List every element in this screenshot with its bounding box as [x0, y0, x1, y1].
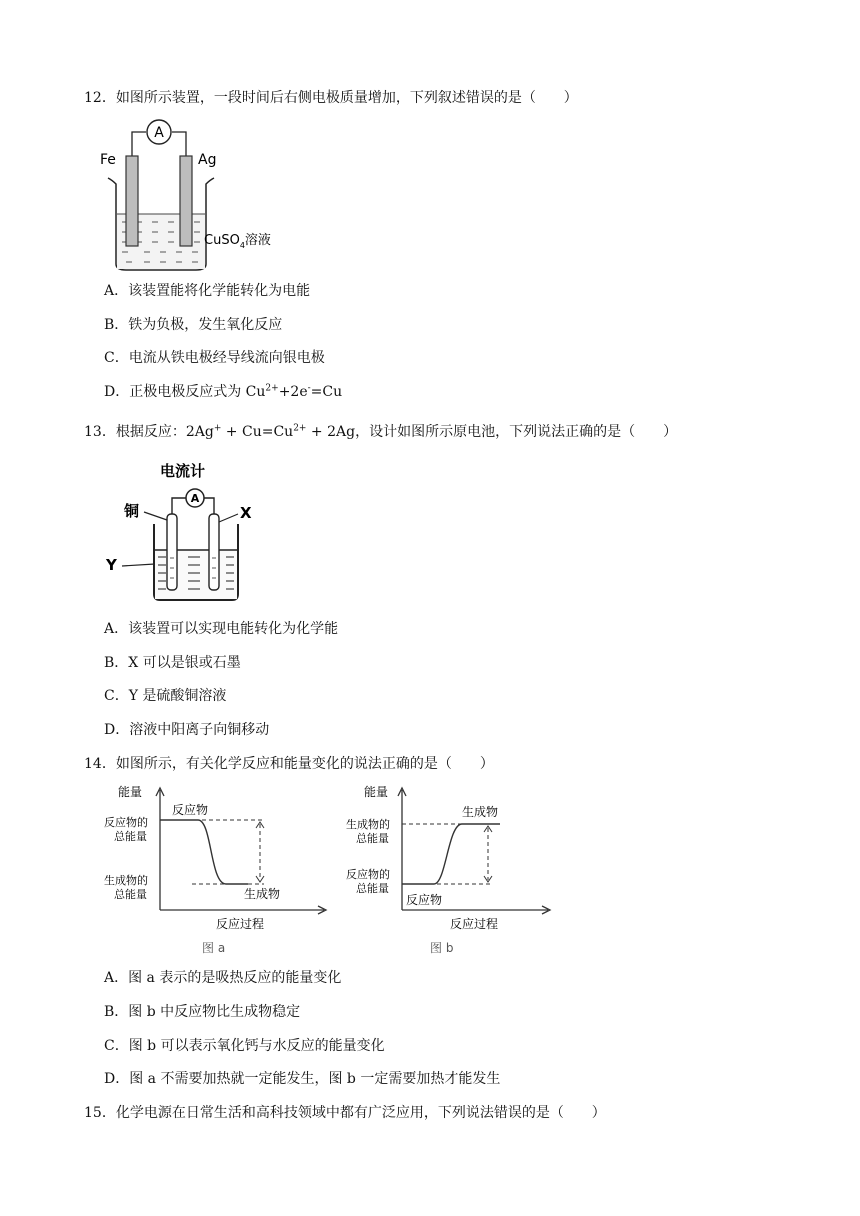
q14b-end-label: 生成物 — [462, 805, 499, 819]
x-electrode — [209, 514, 219, 590]
q14-option-d: D．图 a 不需要加热就一定能发生，图 b 一定需要加热才能发生 — [104, 1071, 501, 1087]
q13-meter-label: A — [190, 492, 200, 505]
q13-option-c: C．Y 是硫酸铜溶液 — [104, 688, 227, 704]
q12-galvanic-cell-figure — [96, 116, 296, 276]
q12-option-c: C．电流从铁电极经导线流向银电极 — [104, 350, 325, 366]
q14a-caption: 图 a — [202, 941, 226, 955]
q14-option-c: C．图 b 可以表示氧化钙与水反应的能量变化 — [104, 1038, 385, 1054]
q14b-top-left-1: 生成物的 — [346, 818, 390, 831]
q14b-bottom-left-1: 反应物的 — [346, 868, 390, 881]
q14-option-b: B．图 b 中反应物比生成物稳定 — [104, 1004, 301, 1020]
q14a-x-axis-label: 反应过程 — [216, 917, 265, 931]
q14a-end-label: 生成物 — [244, 887, 281, 901]
q12-left-electrode-label: Fe — [100, 152, 116, 168]
q14b-x-axis-label: 反应过程 — [450, 917, 499, 931]
q15-stem: 15．化学电源在日常生活和高科技领域中都有广泛应用，下列说法错误的是（ ） — [84, 1105, 606, 1121]
ag-electrode — [180, 156, 192, 246]
q14b-bottom-left-2: 总能量 — [356, 882, 389, 895]
q14b-energy-curve — [402, 824, 500, 884]
q14a-bottom-left-1: 生成物的 — [104, 874, 148, 887]
q13-left-label: 铜 — [124, 502, 140, 520]
q14a-top-left-1: 反应物的 — [104, 816, 148, 829]
q12-meter-label: A — [154, 125, 164, 141]
q14-energy-diagram-a — [100, 782, 330, 960]
q13-option-a: A．该装置可以实现电能转化为化学能 — [104, 621, 339, 637]
q12-option-a: A．该装置能将化学能转化为电能 — [104, 283, 311, 299]
q13-galvanic-cell-figure — [100, 458, 270, 608]
q13-option-b: B．X 可以是银或石墨 — [104, 655, 241, 671]
q14-energy-diagram-b — [342, 782, 572, 960]
q14b-start-label: 反应物 — [406, 893, 443, 907]
q14b-top-left-2: 总能量 — [356, 832, 389, 845]
q13-equation: $2Ag^+ + Cu=Cu^{2+} + 2Ag$ — [185, 423, 356, 440]
q14b-caption: 图 b — [430, 941, 454, 955]
q14a-y-axis-label: 能量 — [118, 785, 143, 799]
q12-stem: 12．如图所示装置，一段时间后右侧电极质量增加，下列叙述错误的是（ ） — [84, 90, 578, 106]
copper-electrode — [167, 514, 177, 590]
q12-solution-label: CuSO$_4$溶液 — [204, 233, 271, 250]
q14a-energy-curve — [160, 820, 248, 884]
q12-option-d: D．正极电极反应式为 $Cu^{2+}+2e^-=Cu$ — [104, 383, 343, 400]
q12-option-b: B．铁为负极，发生氧化反应 — [104, 317, 283, 333]
q14-option-a: A．图 a 表示的是吸热反应的能量变化 — [104, 970, 342, 986]
q13-meter-title: 电流计 — [160, 462, 206, 480]
q12-right-electrode-label: Ag — [198, 152, 217, 168]
q14a-start-label: 反应物 — [172, 803, 209, 817]
fe-electrode — [126, 156, 138, 246]
q14a-top-left-2: 总能量 — [114, 830, 147, 843]
q13-stem: 13．根据反应：$2Ag^+ + Cu=Cu^{2+} + 2Ag$，设计如图所示原电池，下列说法正确的是（ ） — [84, 423, 678, 440]
q14-stem: 14．如图所示，有关化学反应和能量变化的说法正确的是（ ） — [84, 756, 494, 772]
q13-right-label: X — [240, 504, 252, 522]
q14a-bottom-left-2: 总能量 — [114, 888, 147, 901]
q13-option-d: D．溶液中阳离子向铜移动 — [104, 722, 270, 738]
q14b-y-axis-label: 能量 — [364, 785, 389, 799]
q13-solution-label: Y — [106, 556, 117, 574]
